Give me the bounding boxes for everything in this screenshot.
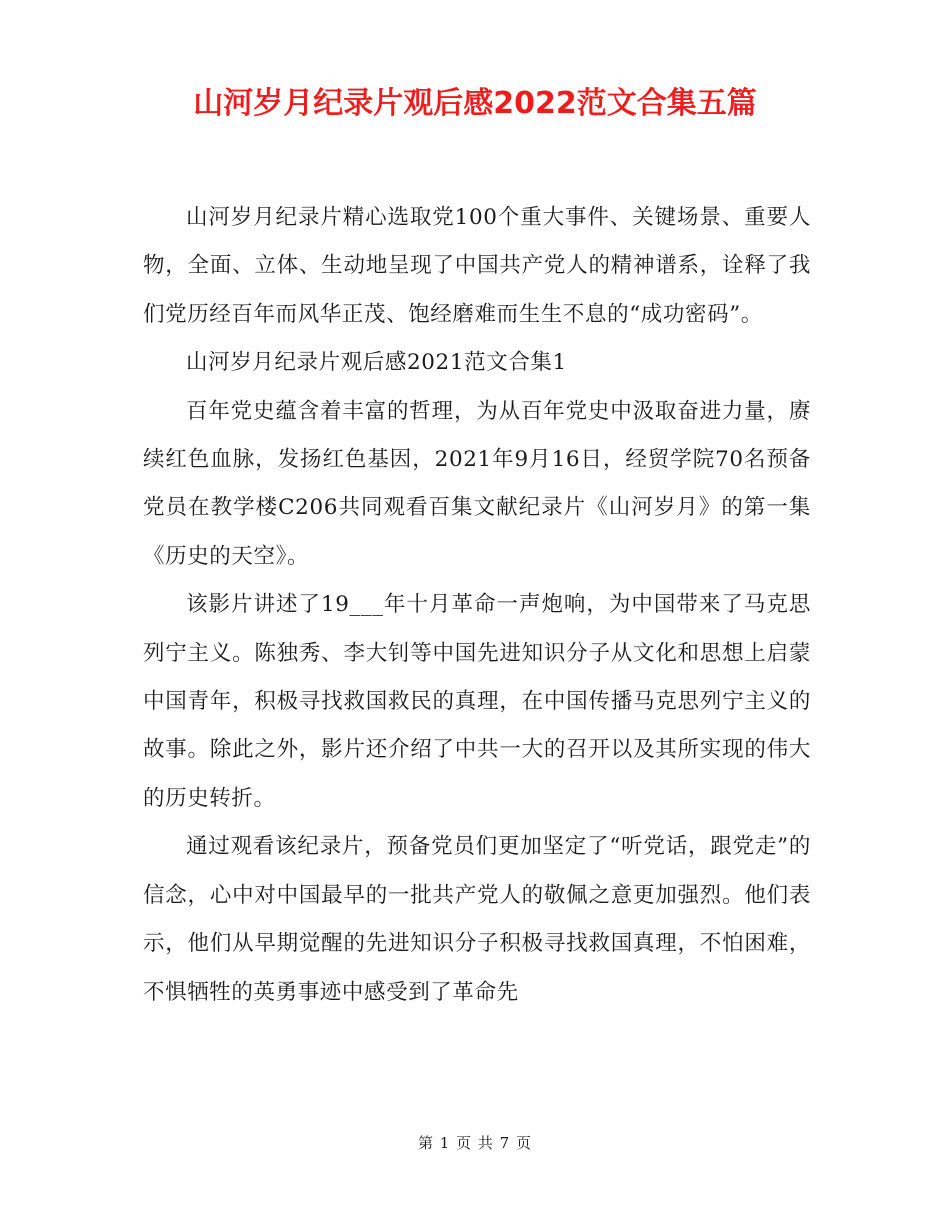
paragraph-body-2: 该影片讲述了19___年十月革命一声炮响，为中国带来了马克思列宁主义。陈独秀、李大钊等中国先进知识分子从文化和思想上启蒙中国青年，积极寻找救国救民的真理，在中国传播马克思列宁主义的故事。除此之外，影片还介绍了中共一大的召开以及其所实现的伟大的历史转折。 bbox=[143, 592, 811, 811]
paragraph-intro: 山河岁月纪录片精心选取党100个重大事件、关键场景、重要人物，全面、立体、生动地呈现了中国共产党人的精神谱系，诠释了我们党历经百年而风华正茂、饱经磨难而生生不息的“成功密码”。 bbox=[143, 205, 811, 327]
page-footer: 第 1 页 共 7 页 bbox=[418, 1134, 532, 1152]
paragraph-section-heading: 山河岁月纪录片观后感2021范文合集1 bbox=[186, 350, 567, 376]
document-body bbox=[143, 194, 811, 1017]
paragraph-body-1: 百年党史蕴含着丰富的哲理，为从百年党史中汲取奋进力量，赓续红色血脉，发扬红色基因，2021年9月16日，经贸学院70名预备党员在教学楼C206共同观看百集文献纪录片《山河岁月》的第一集《历史的天空》。 bbox=[143, 398, 811, 569]
paragraph-body-3: 通过观看该纪录片，预备党员们更加坚定了“听党话，跟党走”的信念，心中对中国最早的一批共产党人的敬佩之意更加强烈。他们表示，他们从早期觉醒的先进知识分子积极寻找救国真理，不怕困难，不惧牺牲的英勇事迹中感受到了革命先 bbox=[143, 834, 811, 1005]
document-title: 山河岁月纪录片观后感2022范文合集五篇 bbox=[193, 86, 757, 121]
